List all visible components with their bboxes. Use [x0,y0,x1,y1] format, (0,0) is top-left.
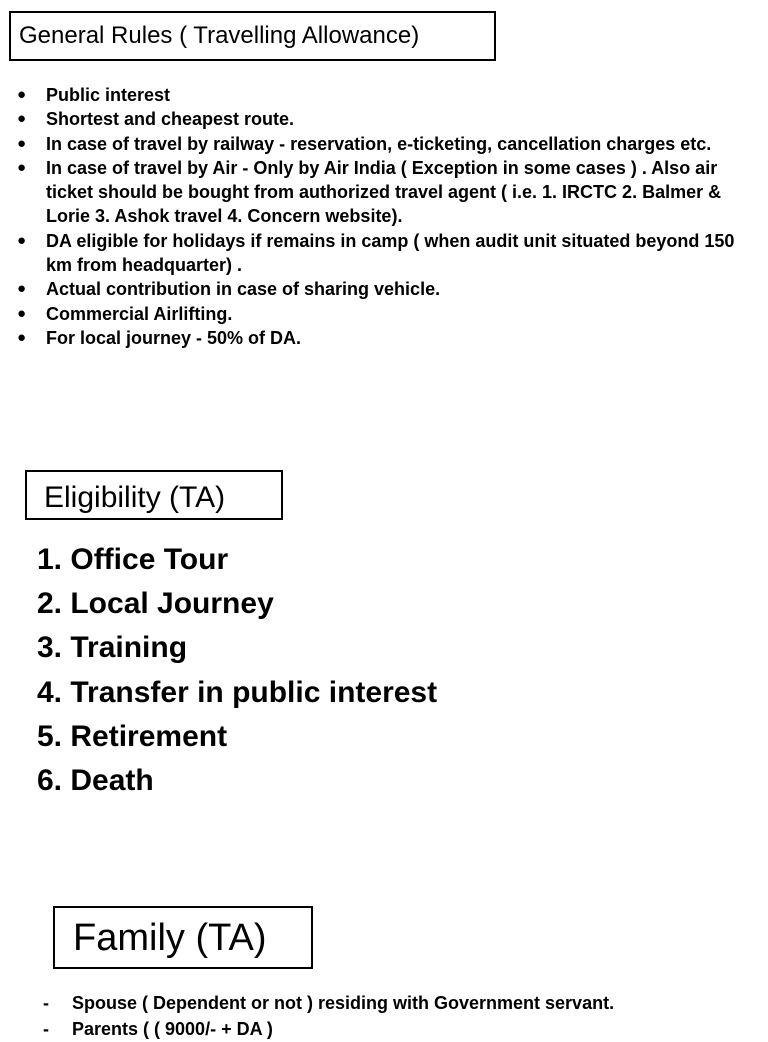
list-item-text: In case of travel by Air - Only by Air India ( Exception in some cases ) . Also air ticket should be bought from authorized travel agent ( i.e. 1. IRCTC 2. Balmer & Lorie 3. Ashok travel 4. Concern website). [46,157,722,227]
list-item-text: Public interest [46,85,171,105]
bullet-icon: ● [17,328,27,346]
bullet-icon: ● [17,280,27,298]
list-item [0,229,740,278]
eligibility-title: Eligibility (TA) [44,481,226,514]
list-item: 3. Training [37,631,188,665]
list-item [0,1016,760,1042]
bullet-icon: ● [17,158,27,176]
family-title: Family (TA) [73,917,267,959]
dash-icon: - [43,993,49,1013]
list-item [0,83,740,107]
list-item-text: Spouse ( Dependent or not ) residing with Government servant. [72,993,615,1013]
bullet-icon: ● [17,110,27,128]
eligibility-list [37,538,437,803]
list-item [0,132,740,156]
list-item [0,107,740,131]
bullet-icon: ● [17,134,27,152]
general-rules-title-box [9,11,496,61]
bullet-icon: ● [17,86,27,103]
list-item-text: Shortest and cheapest route. [46,109,295,130]
bullet-icon: ● [17,231,27,249]
list-item-text: DA eligible for holidays if remains in camp ( when audit unit situated beyond 150 km from headquarter) . [46,230,735,276]
general-rules-title: General Rules ( Travelling Allowance) [19,22,420,49]
list-item [0,156,740,229]
list-item: 2. Local Journey [37,587,274,621]
list-item: 6. Death [37,764,154,798]
family-title-box [53,906,313,969]
list-item-text: Parents ( ( 9000/- + DA ) [72,1019,273,1039]
list-item [0,277,740,301]
list-item: 1. Office Tour [37,543,229,576]
list-item: 4. Transfer in public interest [37,675,438,709]
list-item-text: In case of travel by railway - reservation, e-ticketing, cancellation charges etc. [46,133,712,154]
list-item-text: Actual contribution in case of sharing vehicle. [46,279,441,300]
family-list [0,990,760,1042]
list-item-text: For local journey - 50% of DA. [46,327,302,348]
bullet-icon: ● [17,304,27,322]
dash-icon: - [43,1019,49,1039]
list-item [0,326,740,350]
list-item [0,302,740,326]
list-item: 5. Retirement [37,719,228,753]
list-item-text: Commercial Airlifting. [46,303,233,324]
list-item [0,990,760,1016]
eligibility-title-box [25,470,283,520]
general-rules-list [0,83,740,350]
